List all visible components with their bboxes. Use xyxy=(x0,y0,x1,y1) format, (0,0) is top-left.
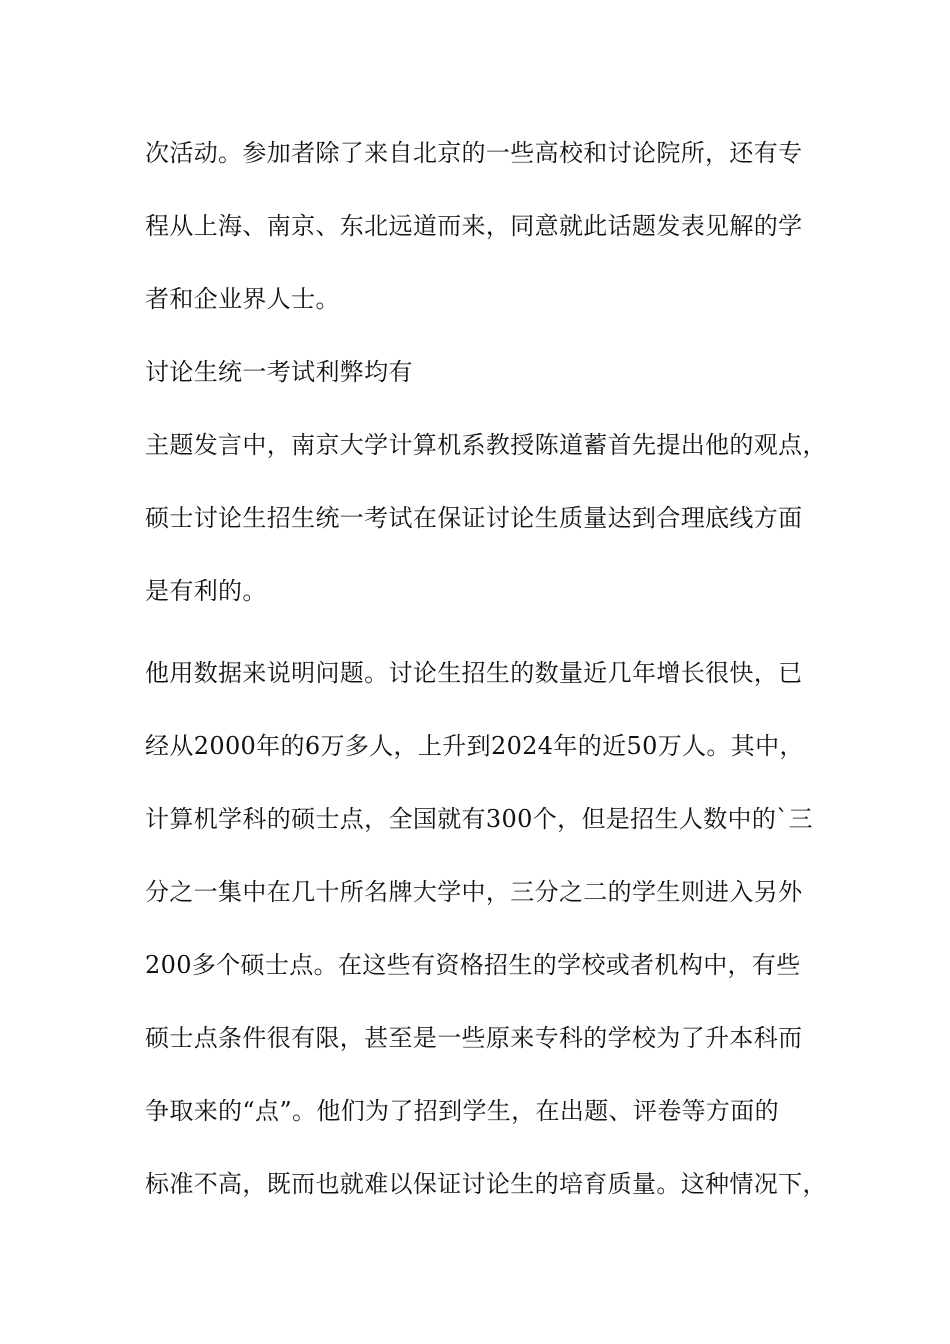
paragraph-line: 经从2000年的6万多人，上升到2024年的近50万人。其中， xyxy=(145,732,804,760)
paragraph-line: 程从上海、南京、东北远道而来，同意就此话题发表见解的学 xyxy=(145,212,803,240)
paragraph-line: 计算机学科的硕士点，全国就有300个，但是招生人数中的`三 xyxy=(145,805,813,833)
paragraph-line: 标准不高，既而也就难以保证讨论生的培育质量。这种情况下， xyxy=(145,1170,827,1198)
paragraph-line: 者和企业界人士。 xyxy=(145,285,340,313)
paragraph-line: 硕士讨论生招生统一考试在保证讨论生质量达到合理底线方面 xyxy=(145,504,803,532)
paragraph-line: 争取来的“点”。他们为了招到学生，在出题、评卷等方面的 xyxy=(145,1097,779,1125)
paragraph-line: 200多个硕士点。在这些有资格招生的学校或者机构中，有些 xyxy=(145,951,801,979)
paragraph-line: 是有利的。 xyxy=(145,577,267,605)
paragraph-line: 他用数据来说明问题。讨论生招生的数量近几年增长很快，已 xyxy=(145,659,803,687)
paragraph-line: 分之一集中在几十所名牌大学中，三分之二的学生则进入另外 xyxy=(145,878,803,906)
paragraph-line: 硕士点条件很有限，甚至是一些原来专科的学校为了升本科而 xyxy=(145,1024,803,1052)
paragraph-line: 主题发言中，南京大学计算机系教授陈道蓄首先提出他的观点， xyxy=(145,431,827,459)
paragraph-line: 次活动。参加者除了来自北京的一些高校和讨论院所，还有专 xyxy=(145,139,803,167)
section-heading: 讨论生统一考试利弊均有 xyxy=(145,358,413,386)
